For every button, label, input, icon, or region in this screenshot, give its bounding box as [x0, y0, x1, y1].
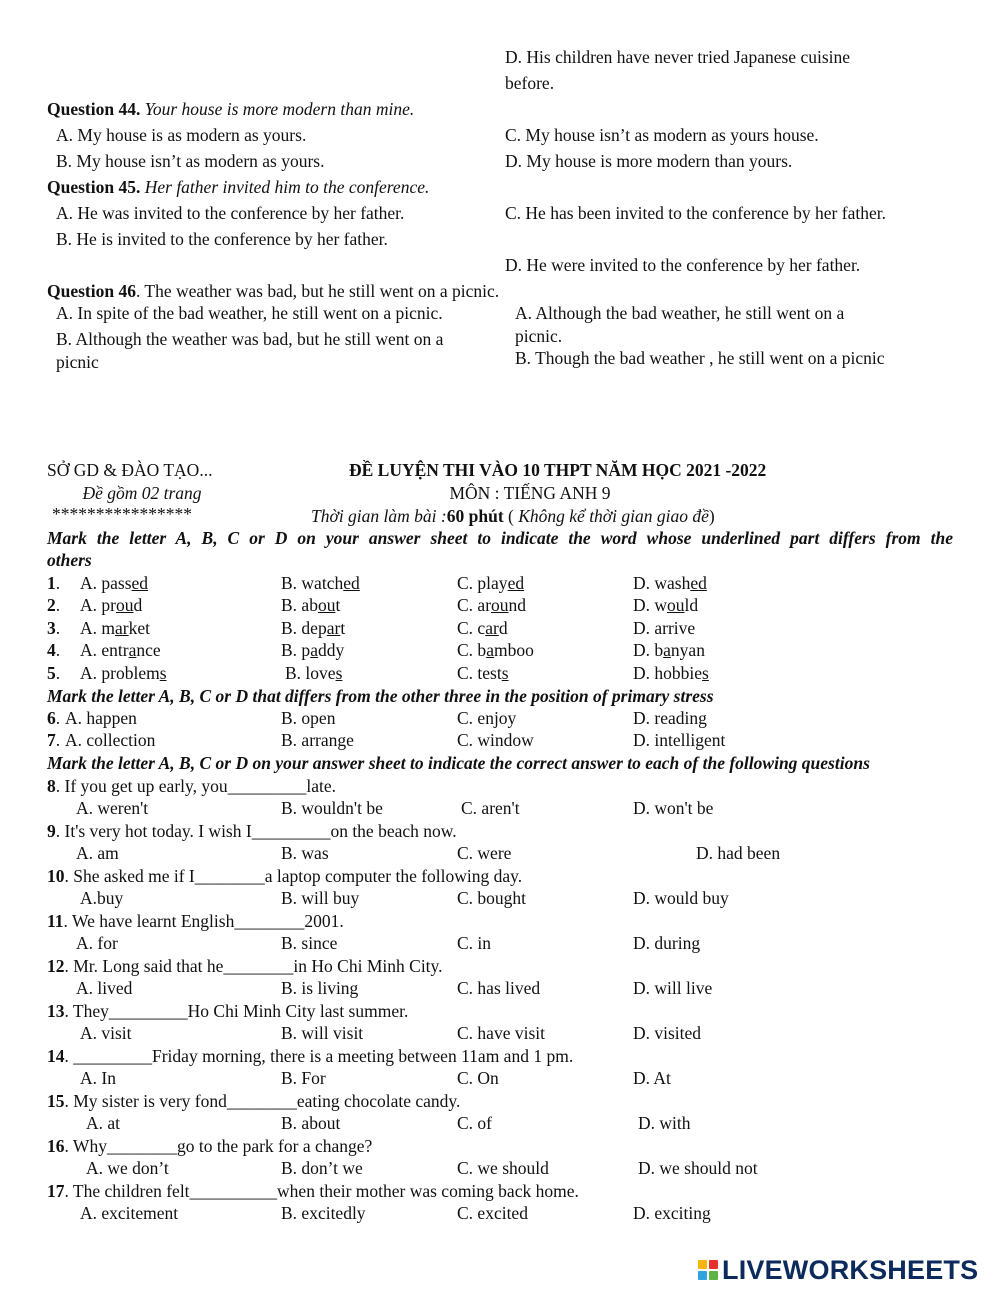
- question-num: 11: [47, 911, 64, 931]
- question-number: [47, 707, 60, 729]
- question-text: . We have learnt English________2001.: [63, 911, 344, 931]
- underlined-part: ed: [343, 573, 360, 593]
- question-num: 6: [47, 708, 56, 728]
- option-a[interactable]: A.buy: [80, 888, 124, 908]
- option-text: C. test: [457, 663, 502, 683]
- option-a[interactable]: A. at: [86, 1113, 121, 1133]
- option-c[interactable]: C. On: [457, 1068, 499, 1088]
- option-a[interactable]: [80, 594, 142, 616]
- underlined-part: ou: [667, 595, 685, 615]
- question-text: . If you get up early, you_________late.: [55, 776, 337, 796]
- option-c[interactable]: C. aren't: [461, 798, 520, 818]
- option-c[interactable]: C. window: [457, 730, 534, 750]
- q44-option-d[interactable]: D. My house is more modern than yours.: [505, 151, 793, 171]
- question-text: . They_________Ho Chi Minh City last summer.: [64, 1001, 409, 1021]
- question-number: [47, 662, 60, 684]
- option-d[interactable]: D. would buy: [633, 888, 729, 908]
- option-d[interactable]: D. with: [638, 1113, 691, 1133]
- option-d[interactable]: [633, 572, 707, 594]
- option-text-end: ket: [128, 618, 150, 638]
- instruction-stress: Mark the letter A, B, C or D that differs from the other three in the position of primary stress: [47, 686, 714, 706]
- underlined-part: ed: [690, 573, 707, 593]
- question-stem: [47, 910, 344, 932]
- q44-option-a[interactable]: A. My house is as modern as yours.: [56, 125, 307, 145]
- question-num: 7: [47, 730, 56, 750]
- q46-option-c-line1[interactable]: A. Although the bad weather, he still went on a: [515, 303, 845, 323]
- underlined-part: ar: [115, 618, 129, 638]
- q43-option-d-line1: D. His children have never tried Japanese cuisine: [505, 47, 851, 67]
- question-sep: .: [55, 595, 61, 615]
- option-c[interactable]: C. of: [457, 1113, 492, 1133]
- question-sep: .: [55, 573, 61, 593]
- logo-square-green: [709, 1271, 718, 1280]
- option-c[interactable]: C. we should: [457, 1158, 549, 1178]
- underlined-part: s: [702, 663, 709, 683]
- option-a[interactable]: [80, 572, 148, 594]
- option-c[interactable]: C. have visit: [457, 1023, 545, 1043]
- option-d[interactable]: [633, 594, 698, 616]
- question-prompt: . The weather was bad, but he still went on a picnic.: [135, 281, 500, 301]
- underlined-part: ou: [115, 595, 134, 615]
- q45-option-a[interactable]: A. He was invited to the conference by her father.: [56, 203, 405, 223]
- underlined-part: ar: [485, 618, 499, 638]
- option-c[interactable]: [457, 639, 534, 661]
- option-text: D. b: [633, 640, 664, 660]
- time-paren-open: (: [503, 506, 519, 526]
- option-b[interactable]: B. arrange: [281, 730, 354, 750]
- question-num: 5: [47, 663, 56, 683]
- q43-option-d-line2: before.: [505, 73, 555, 93]
- question-text: . My sister is very fond________eating chocolate candy.: [64, 1091, 461, 1111]
- question-num: 12: [47, 956, 65, 976]
- option-a[interactable]: [80, 662, 167, 684]
- question-text: . It's very hot today. I wish I_________on the beach now.: [55, 821, 457, 841]
- option-text: D. arrive: [633, 618, 696, 638]
- option-b[interactable]: B. excitedly: [281, 1203, 366, 1223]
- option-b[interactable]: [281, 617, 345, 639]
- logo-square-red: [709, 1260, 718, 1269]
- page-count: Đề gồm 02 trang: [82, 483, 202, 503]
- question-num: 15: [47, 1091, 65, 1111]
- option-b[interactable]: B. wouldn't be: [281, 798, 383, 818]
- question-number: [47, 639, 60, 661]
- option-a[interactable]: A. visit: [80, 1023, 132, 1043]
- option-b[interactable]: B. For: [281, 1068, 326, 1088]
- underlined-part: s: [159, 663, 167, 683]
- option-c[interactable]: C. excited: [457, 1203, 528, 1223]
- question-num: 8: [47, 776, 56, 796]
- q46-option-a[interactable]: A. In spite of the bad weather, he still went on a picnic.: [56, 303, 443, 323]
- option-text: D. w: [633, 595, 668, 615]
- option-d[interactable]: D. reading: [633, 708, 707, 728]
- question-44: [47, 98, 414, 120]
- option-c[interactable]: [457, 617, 508, 639]
- option-text: A. m: [80, 618, 115, 638]
- time-label: Thời gian làm bài :: [311, 506, 447, 526]
- option-d[interactable]: D. exciting: [633, 1203, 711, 1223]
- q44-option-b[interactable]: B. My house isn’t as modern as yours.: [56, 151, 325, 171]
- question-sep: .: [55, 640, 61, 660]
- underlined-part: ou: [317, 595, 336, 615]
- underlined-part: ar: [326, 618, 341, 638]
- option-text: A. problem: [80, 663, 160, 683]
- question-sep: .: [55, 663, 61, 683]
- option-a[interactable]: A. collection: [65, 730, 156, 750]
- option-b[interactable]: B. was: [281, 843, 329, 863]
- question-num: 17: [47, 1181, 65, 1201]
- subject-name: MÔN : TIẾNG ANH 9: [449, 483, 611, 503]
- stars-divider: ****************: [52, 504, 192, 524]
- option-text: B. watch: [281, 573, 344, 593]
- question-stem: [47, 1045, 573, 1067]
- question-prompt: Your house is more modern than mine.: [144, 99, 415, 119]
- logo-squares-icon: [698, 1260, 718, 1280]
- question-num: 3: [47, 618, 56, 638]
- q45-option-b[interactable]: B. He is invited to the conference by her father.: [56, 229, 388, 249]
- option-d[interactable]: [633, 639, 705, 661]
- option-b[interactable]: B. will visit: [281, 1023, 364, 1043]
- option-b[interactable]: [281, 639, 344, 661]
- option-c[interactable]: C. were: [457, 843, 512, 863]
- time-allowed: [311, 505, 715, 527]
- question-number: [47, 594, 60, 616]
- question-label: Question 46: [47, 281, 136, 301]
- option-text: C. ar: [457, 595, 492, 615]
- q44-option-c[interactable]: C. My house isn’t as modern as yours house.: [505, 125, 819, 145]
- option-text-end: ddy: [317, 640, 345, 660]
- question-stem: [47, 775, 336, 797]
- department-name: SỞ GD & ĐÀO TẠO...: [47, 460, 213, 480]
- question-num: 14: [47, 1046, 65, 1066]
- question-text: . The children felt__________when their mother was coming back home.: [64, 1181, 579, 1201]
- option-a[interactable]: A. weren't: [76, 798, 149, 818]
- option-text: B. love: [285, 663, 336, 683]
- option-c[interactable]: [457, 572, 524, 594]
- option-d[interactable]: [633, 617, 695, 639]
- option-c[interactable]: C. bought: [457, 888, 527, 908]
- option-d[interactable]: D. will live: [633, 978, 713, 998]
- question-stem: [47, 1135, 372, 1157]
- option-text-end: t: [340, 618, 346, 638]
- question-number: [47, 729, 60, 751]
- underlined-part: ed: [507, 573, 525, 593]
- question-num: 10: [47, 866, 65, 886]
- question-stem: [47, 1000, 408, 1022]
- option-a[interactable]: A. lived: [76, 978, 133, 998]
- q45-option-d[interactable]: D. He were invited to the conference by her father.: [505, 255, 861, 275]
- option-text: C. play: [457, 573, 508, 593]
- time-paren-close: ): [708, 506, 715, 526]
- underlined-part: a: [663, 640, 671, 660]
- option-text: C. c: [457, 618, 486, 638]
- option-d[interactable]: [633, 662, 709, 684]
- q46-option-b-line2[interactable]: picnic: [56, 352, 99, 372]
- option-c[interactable]: [457, 662, 509, 684]
- time-value: 60 phút: [446, 506, 504, 526]
- option-d[interactable]: D. had been: [696, 843, 781, 863]
- option-text-end: nd: [508, 595, 527, 615]
- option-text-end: ld: [684, 595, 699, 615]
- question-num: 4: [47, 640, 56, 660]
- option-a[interactable]: [80, 639, 161, 661]
- underlined-part: ou: [491, 595, 509, 615]
- option-a[interactable]: A. for: [76, 933, 118, 953]
- logo-square-yellow: [698, 1260, 707, 1269]
- option-d[interactable]: D. we should not: [638, 1158, 758, 1178]
- question-prompt: Her father invited him to the conference.: [144, 177, 430, 197]
- option-c[interactable]: C. enjoy: [457, 708, 517, 728]
- question-num: 1: [47, 573, 56, 593]
- exam-title: ĐỀ LUYỆN THI VÀO 10 THPT NĂM HỌC 2021 -2022: [349, 460, 767, 480]
- option-text: A. pass: [80, 573, 132, 593]
- option-text-end: mboo: [493, 640, 534, 660]
- option-text: A. pr: [80, 595, 116, 615]
- option-text-end: d: [133, 595, 143, 615]
- question-45: [47, 176, 429, 198]
- option-b[interactable]: [281, 594, 340, 616]
- option-text: B. ab: [281, 595, 318, 615]
- question-num: 9: [47, 821, 56, 841]
- option-text: B. p: [281, 640, 311, 660]
- question-46: [47, 280, 499, 302]
- option-b[interactable]: [281, 572, 360, 594]
- question-stem: [47, 1090, 460, 1112]
- question-number: [47, 572, 60, 594]
- option-d[interactable]: D. visited: [633, 1023, 702, 1043]
- question-num: 13: [47, 1001, 65, 1021]
- option-a[interactable]: A. am: [76, 843, 119, 863]
- q46-option-c-line2[interactable]: picnic.: [515, 326, 563, 346]
- option-d[interactable]: D. intelligent: [633, 730, 726, 750]
- option-text: C. b: [457, 640, 487, 660]
- option-b[interactable]: B. open: [281, 708, 336, 728]
- option-text: D. hobbie: [633, 663, 703, 683]
- option-a[interactable]: A. In: [80, 1068, 116, 1088]
- underlined-part: s: [335, 663, 343, 683]
- underlined-part: ed: [131, 573, 149, 593]
- question-stem: [47, 820, 457, 842]
- question-text: . Mr. Long said that he________in Ho Chi Minh City.: [64, 956, 443, 976]
- option-a[interactable]: [80, 617, 150, 639]
- underlined-part: s: [501, 663, 509, 683]
- q45-option-c[interactable]: C. He has been invited to the conference by her father.: [505, 203, 886, 223]
- option-c[interactable]: C. in: [457, 933, 492, 953]
- question-number: [47, 617, 60, 639]
- question-stem: [47, 1180, 579, 1202]
- option-d[interactable]: D. At: [633, 1068, 671, 1088]
- option-text-end: nce: [136, 640, 161, 660]
- question-sep: .: [55, 730, 61, 750]
- option-b[interactable]: B. don’t we: [281, 1158, 363, 1178]
- time-note: Không kể thời gian giao đề: [518, 506, 709, 526]
- instruction-pronunciation-line2: others: [47, 550, 92, 570]
- option-b[interactable]: B. since: [281, 933, 338, 953]
- option-a[interactable]: A. happen: [65, 708, 137, 728]
- logo-text: LIVEWORKSHEETS: [722, 1254, 979, 1285]
- question-label: Question 45.: [47, 177, 141, 197]
- question-stem: [47, 865, 522, 887]
- option-d[interactable]: D. during: [633, 933, 701, 953]
- logo-square-blue: [698, 1271, 707, 1280]
- underlined-part: a: [128, 640, 137, 660]
- liveworksheets-logo: [698, 1255, 978, 1285]
- question-num: 2: [47, 595, 56, 615]
- option-d[interactable]: D. won't be: [633, 798, 714, 818]
- option-a[interactable]: A. excitement: [80, 1203, 179, 1223]
- underlined-part: a: [310, 640, 318, 660]
- question-label: Question 44.: [47, 99, 141, 119]
- option-b[interactable]: B. will buy: [281, 888, 360, 908]
- q46-option-d[interactable]: B. Though the bad weather , he still went on a picnic: [515, 348, 885, 368]
- option-a[interactable]: A. we don’t: [86, 1158, 169, 1178]
- option-text-end: d: [498, 618, 508, 638]
- instruction-pronunciation-line1: Mark the letter A, B, C or D on your answer sheet to indicate the word whose underlined part differs from the: [47, 528, 953, 548]
- q46-option-b-line1[interactable]: B. Although the weather was bad, but he still went on a: [56, 329, 444, 349]
- option-c[interactable]: [457, 594, 526, 616]
- question-text: . Why________go to the park for a change?: [64, 1136, 373, 1156]
- instruction-grammar: Mark the letter A, B, C or D on your answer sheet to indicate the correct answer to each of the following questions: [47, 753, 870, 773]
- underlined-part: a: [486, 640, 494, 660]
- question-text: . She asked me if I________a laptop computer the following day.: [64, 866, 523, 886]
- option-text: A. entr: [80, 640, 129, 660]
- question-num: 16: [47, 1136, 65, 1156]
- question-sep: .: [55, 708, 61, 728]
- option-b[interactable]: [285, 662, 342, 684]
- option-b[interactable]: B. about: [281, 1113, 341, 1133]
- option-text-end: nyan: [670, 640, 705, 660]
- question-text: . _________Friday morning, there is a meeting between 11am and 1 pm.: [64, 1046, 574, 1066]
- option-b[interactable]: B. is living: [281, 978, 359, 998]
- option-text-end: t: [335, 595, 341, 615]
- option-c[interactable]: C. has lived: [457, 978, 541, 998]
- question-stem: [47, 955, 443, 977]
- option-text: B. dep: [281, 618, 327, 638]
- question-sep: .: [55, 618, 61, 638]
- option-text: D. wash: [633, 573, 691, 593]
